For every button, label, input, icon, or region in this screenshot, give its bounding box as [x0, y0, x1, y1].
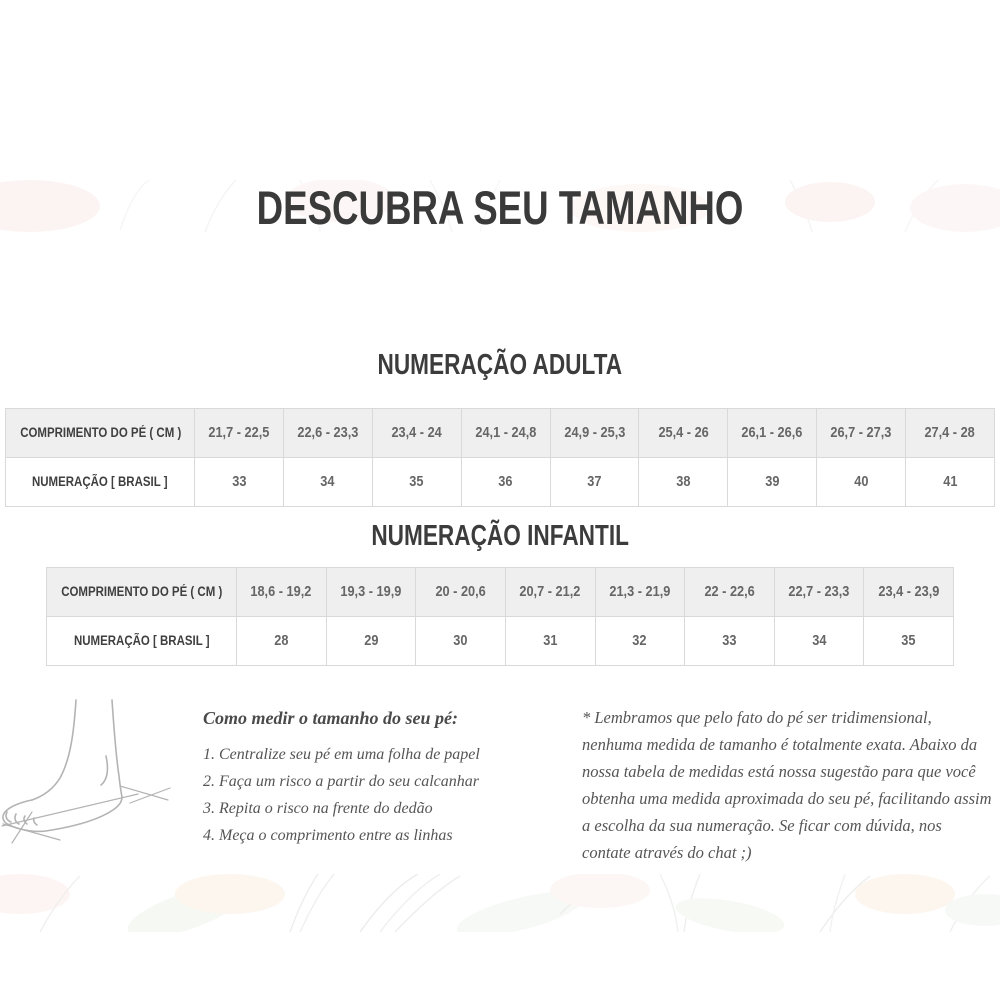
value-cell: 22,6 - 23,3: [283, 409, 372, 458]
kids-size-table: [46, 567, 954, 666]
adult-length-row: [6, 409, 995, 458]
page-title: [0, 180, 1000, 235]
value-cell: 26,7 - 27,3: [817, 409, 906, 458]
value-cell: 35: [864, 617, 954, 666]
value-cell: 20,7 - 21,2: [505, 568, 595, 617]
value-cell: 24,9 - 25,3: [550, 409, 639, 458]
value-cell: 35: [372, 458, 461, 507]
section-heading-kids: NUMERAÇÃO INFANTIL: [371, 520, 629, 552]
kids-length-row: [47, 568, 954, 617]
value-cell: 33: [685, 617, 775, 666]
value-cell: 31: [505, 617, 595, 666]
value-cell: 23,4 - 24: [372, 409, 461, 458]
value-cell: 21,3 - 21,9: [595, 568, 685, 617]
how-to-step: 4. Meça o comprimento entre as linhas: [203, 827, 453, 844]
value-cell: 34: [283, 458, 372, 507]
how-to-step: 1. Centralize seu pé em uma folha de papel: [203, 746, 480, 763]
value-cell: 22,7 - 23,3: [774, 568, 864, 617]
value-cell: 29: [326, 617, 416, 666]
how-to-measure-section: [203, 708, 581, 849]
row-label-cell: COMPRIMENTO DO PÉ ( CM ): [47, 568, 237, 617]
decorative-leaves-bottom-icon: [0, 874, 1000, 932]
decorative-band-bottom: [0, 874, 1000, 932]
value-cell: 30: [416, 617, 506, 666]
value-cell: 37: [550, 458, 639, 507]
adult-size-table: [5, 408, 995, 507]
value-cell: 39: [728, 458, 817, 507]
value-cell: 22 - 22,6: [685, 568, 775, 617]
value-cell: 32: [595, 617, 685, 666]
foot-measure-illustration: [0, 698, 195, 853]
foot-sketch-icon: [0, 698, 195, 853]
how-to-step: 3. Repita o risco na frente do dedão: [203, 800, 433, 817]
value-cell: 33: [195, 458, 284, 507]
value-cell: 24,1 - 24,8: [461, 409, 550, 458]
value-cell: 28: [237, 617, 327, 666]
value-cell: 26,1 - 26,6: [728, 409, 817, 458]
value-cell: 21,7 - 22,5: [195, 409, 284, 458]
row-label-cell: NUMERAÇÃO [ BRASIL ]: [6, 458, 195, 507]
how-to-heading: Como medir o tamanho do seu pé:: [203, 708, 459, 728]
section-heading-adult: NUMERAÇÃO ADULTA: [377, 349, 623, 381]
value-cell: 36: [461, 458, 550, 507]
value-cell: 40: [817, 458, 906, 507]
how-to-step: 2. Faça um risco a partir do seu calcanhar: [203, 773, 479, 790]
value-cell: 25,4 - 26: [639, 409, 728, 458]
value-cell: 38: [639, 458, 728, 507]
value-cell: 27,4 - 28: [906, 409, 995, 458]
row-label-cell: NUMERAÇÃO [ BRASIL ]: [47, 617, 237, 666]
adult-size-row: [6, 458, 995, 507]
value-cell: 18,6 - 19,2: [237, 568, 327, 617]
value-cell: 19,3 - 19,9: [326, 568, 416, 617]
value-cell: 34: [774, 617, 864, 666]
value-cell: 23,4 - 23,9: [864, 568, 954, 617]
value-cell: 20 - 20,6: [416, 568, 506, 617]
disclaimer-text: * Lembramos que pelo fato do pé ser tridimensional, nenhuma medida de tamanho é totalmente exata. Abaixo da nossa tabela de medidas está nossa sugestão para que você obtenha uma medida aproximada do seu pé, facilitando assim a escolha da sua numeração. Se ficar com dúvida, nos contate através do chat ;): [582, 708, 992, 862]
kids-size-row: [47, 617, 954, 666]
row-label-cell: COMPRIMENTO DO PÉ ( CM ): [6, 409, 195, 458]
page-title-text: DESCUBRA SEU TAMANHO: [256, 181, 744, 234]
value-cell: 41: [906, 458, 995, 507]
